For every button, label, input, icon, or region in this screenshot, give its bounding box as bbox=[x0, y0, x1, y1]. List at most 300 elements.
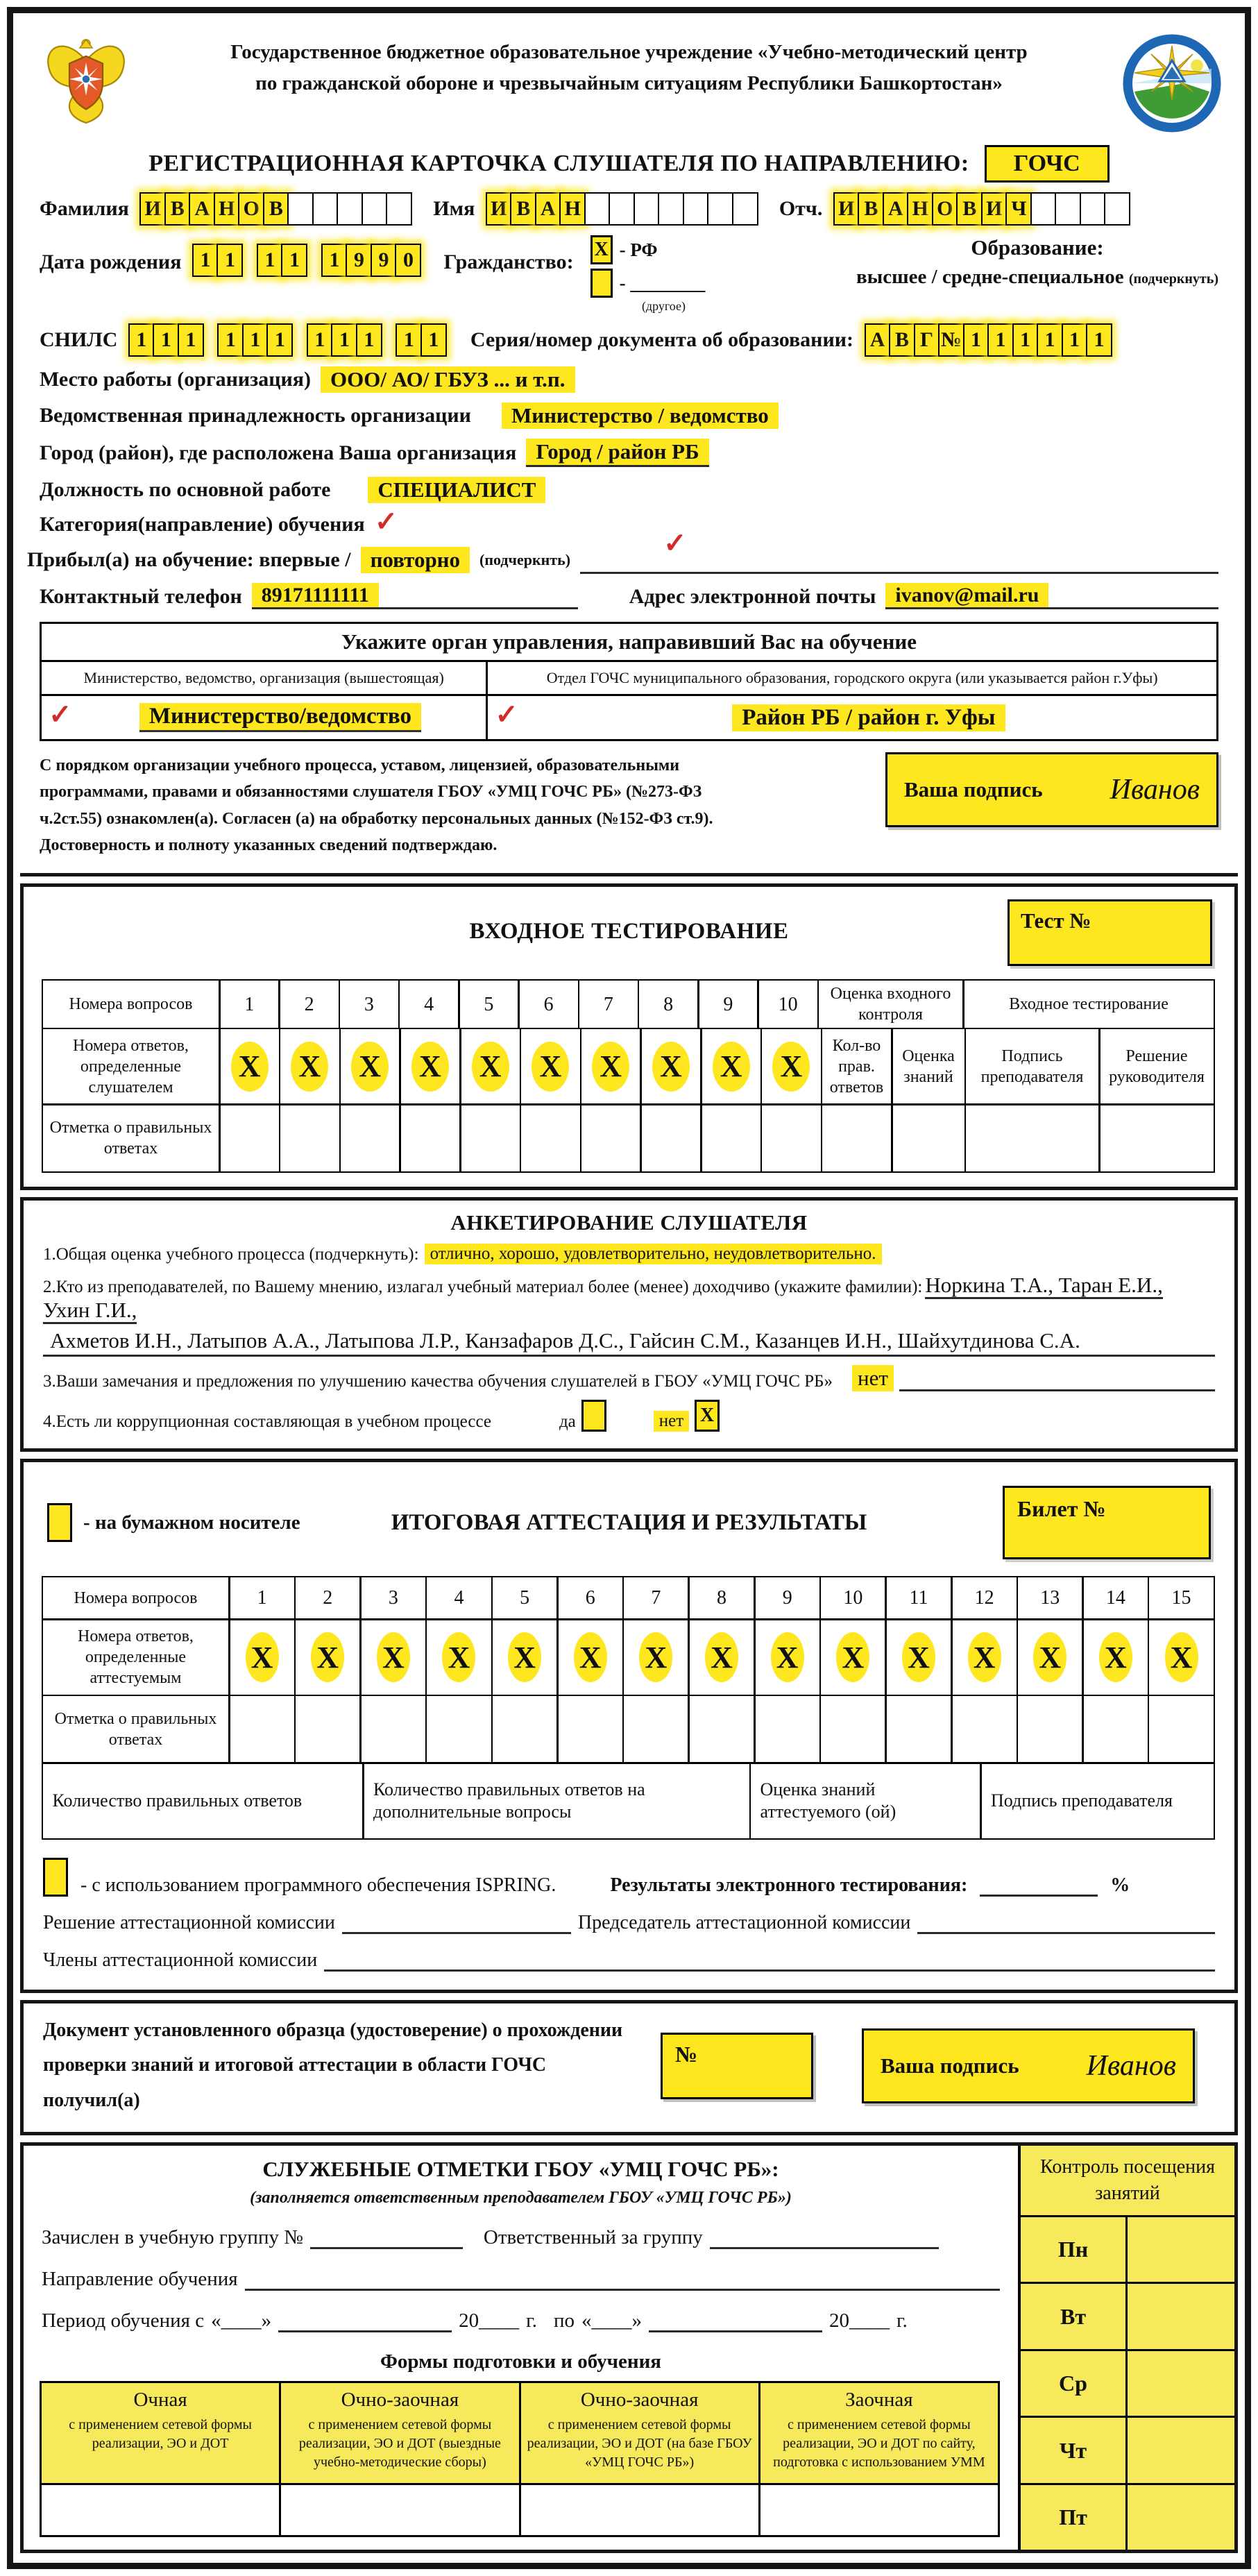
name-cell[interactable]: Н bbox=[559, 192, 586, 226]
final-answer-cell[interactable] bbox=[228, 1618, 296, 1696]
org-name-line1: Государственное бюджетное образовательное учреждение «Учебно-методический центр bbox=[230, 41, 1028, 63]
entry-answer-x: X bbox=[351, 1042, 389, 1092]
patronymic-cell[interactable] bbox=[1080, 192, 1106, 226]
edu-doc-cell[interactable]: 1 bbox=[1086, 323, 1112, 357]
patronymic-cell[interactable]: Н bbox=[907, 192, 933, 226]
test-number-box[interactable] bbox=[1008, 899, 1212, 966]
department-value[interactable]: Министерство / ведомство bbox=[502, 402, 779, 429]
period-close-quote[interactable]: «____» bbox=[581, 2310, 643, 2332]
patronymic-cell[interactable]: А bbox=[883, 192, 909, 226]
signature-box[interactable] bbox=[885, 752, 1218, 827]
phone-label: Контактный телефон bbox=[40, 584, 242, 608]
final-answer-x: X bbox=[442, 1632, 475, 1682]
final-mark-cell[interactable] bbox=[1017, 1695, 1084, 1764]
final-mark-cell[interactable] bbox=[491, 1695, 559, 1764]
authority-col2-header: Отдел ГОЧС муниципального образования, городского округа (или указывается район г.Уфы) bbox=[546, 669, 1158, 686]
etest-results-label: Результаты электронного тестирования: bbox=[610, 1874, 968, 1897]
final-mark-cell[interactable] bbox=[1082, 1695, 1149, 1764]
name-cell[interactable] bbox=[634, 192, 660, 226]
group-number-blank[interactable] bbox=[310, 2226, 463, 2249]
email-label: Адрес электронной почты bbox=[629, 584, 876, 608]
entry-question-number: 2 bbox=[278, 979, 340, 1029]
etest-percent-suffix: % bbox=[1110, 1874, 1130, 1897]
training-form-header bbox=[40, 2381, 281, 2485]
commission-chair-label: Председатель аттестационной комиссии bbox=[577, 1912, 911, 1934]
name-cell[interactable]: И bbox=[486, 192, 512, 226]
email-value: ivanov@mail.ru bbox=[885, 583, 1048, 607]
entry-score-header: Оценка входного контроля bbox=[817, 979, 964, 1029]
edu-doc-cell[interactable]: 1 bbox=[1062, 323, 1088, 357]
surname-cell[interactable] bbox=[337, 192, 363, 226]
attendance-value-cell[interactable] bbox=[1128, 2284, 1234, 2348]
training-form-header bbox=[279, 2381, 520, 2485]
final-answer-cell[interactable] bbox=[1082, 1618, 1149, 1696]
entry-answer-x: X bbox=[772, 1042, 810, 1092]
entry-teacher-sign-label: Подпись преподавателя bbox=[964, 1028, 1100, 1105]
final-answer-cell[interactable] bbox=[819, 1618, 887, 1696]
arrival-value[interactable]: повторно bbox=[361, 547, 470, 573]
arrival-blank-line[interactable]: ✓ bbox=[580, 546, 1218, 574]
authority-col2-cell[interactable]: ✓ Район РБ / район г. Уфы bbox=[488, 696, 1216, 739]
entry-test-panel bbox=[20, 883, 1238, 1191]
period-year2[interactable]: 20____ bbox=[829, 2310, 890, 2332]
authority-title: Укажите орган управления, направивший Вас на обучение bbox=[42, 624, 1216, 662]
entry-question-number: 3 bbox=[339, 979, 400, 1029]
final-answer-cell[interactable] bbox=[1017, 1618, 1084, 1696]
snils-cell[interactable]: 1 bbox=[356, 323, 382, 357]
final-answer-cell[interactable] bbox=[294, 1618, 362, 1696]
email-field[interactable] bbox=[885, 584, 1218, 609]
form-header bbox=[20, 19, 1238, 135]
edu-doc-cell[interactable]: 1 bbox=[1037, 323, 1063, 357]
entry-marks-label: Отметка о правильных ответах bbox=[42, 1103, 221, 1173]
patronymic-cell[interactable] bbox=[1055, 192, 1081, 226]
citizenship-label: Гражданство: bbox=[443, 251, 574, 273]
final-test-table bbox=[43, 1577, 1215, 1840]
final-knowledge-label[interactable]: Оценка знаний аттестуемого (ой) bbox=[749, 1762, 982, 1840]
training-forms-table bbox=[42, 2383, 1000, 2537]
entry-answer-cell[interactable] bbox=[640, 1028, 702, 1105]
surname-label: Фамилия bbox=[40, 197, 129, 220]
final-mark-cell[interactable] bbox=[228, 1695, 296, 1764]
survey-panel bbox=[20, 1197, 1238, 1452]
forms-title: Формы подготовки и обучения bbox=[380, 2350, 661, 2373]
entry-knowledge-cell[interactable] bbox=[891, 1103, 966, 1173]
entry-answer-cell[interactable] bbox=[459, 1028, 521, 1105]
surname-cell[interactable]: А bbox=[189, 192, 215, 226]
patronymic-label: Отч. bbox=[779, 197, 823, 220]
entry-question-number: 10 bbox=[757, 979, 819, 1029]
entry-mark-cell[interactable] bbox=[760, 1103, 822, 1173]
direction-value[interactable]: ГОЧС bbox=[985, 145, 1110, 183]
surname-cell[interactable]: В bbox=[164, 192, 191, 226]
edu-doc-cell[interactable]: В bbox=[889, 323, 915, 357]
position-value[interactable]: СПЕЦИАЛИСТ bbox=[368, 477, 545, 503]
final-answer-cell[interactable] bbox=[754, 1618, 821, 1696]
entry-correct-count-cell[interactable] bbox=[821, 1103, 893, 1173]
entry-questions-label: Номера вопросов bbox=[42, 979, 221, 1029]
birth-year-field bbox=[323, 244, 421, 277]
entry-knowledge-label: Оценка знаний bbox=[891, 1028, 966, 1105]
attendance-value-cell[interactable] bbox=[1128, 2418, 1234, 2482]
commission-chair-blank[interactable] bbox=[917, 1910, 1215, 1934]
phone-field[interactable] bbox=[252, 584, 578, 609]
survey-q4-label: 4.Есть ли коррупционная составляющая в учебном процессе bbox=[43, 1412, 491, 1432]
surname-cell[interactable]: О bbox=[238, 192, 264, 226]
entry-mark-cell[interactable] bbox=[399, 1103, 461, 1173]
surname-cell[interactable]: В bbox=[263, 192, 289, 226]
direction-label: Направление обучения bbox=[42, 2268, 238, 2291]
final-answer-x: X bbox=[574, 1632, 607, 1682]
commission-decision-blank[interactable] bbox=[342, 1910, 571, 1934]
service-title: СЛУЖЕБНЫЕ ОТМЕТКИ ГБОУ «УМЦ ГОЧС РБ»: bbox=[262, 2157, 779, 2182]
entry-mark-cell[interactable] bbox=[279, 1103, 341, 1173]
consent-text: С порядком организации учебного процесса, уставом, лицензией, образовательными программами, правами и обязанностями слушателя ГБОУ «УМЦ ГОЧС РБ» (№273-ФЗ ч.2ст.55) ознакомлен(а). Согласен (а) на обработку персональных данных (№152-ФЗ ст.9). Достоверность и полноту указанных сведений подтверждаю. bbox=[40, 756, 713, 855]
entry-answer-x: X bbox=[652, 1042, 690, 1092]
entry-question-number: 6 bbox=[518, 979, 579, 1029]
final-answer-cell[interactable] bbox=[688, 1618, 755, 1696]
edu-doc-cell[interactable]: 1 bbox=[987, 323, 1014, 357]
attendance-value-cell[interactable] bbox=[1128, 2351, 1234, 2416]
final-mark-cell[interactable] bbox=[1148, 1695, 1215, 1764]
entry-answer-cell[interactable] bbox=[279, 1028, 341, 1105]
patronymic-cell[interactable]: И bbox=[833, 192, 860, 226]
snils-cell[interactable]: 1 bbox=[266, 323, 293, 357]
entry-mark-cell[interactable] bbox=[640, 1103, 702, 1173]
final-mark-cell[interactable] bbox=[622, 1695, 690, 1764]
attendance-table bbox=[1018, 2146, 1234, 2550]
training-form-header bbox=[758, 2381, 1000, 2485]
name-cell[interactable]: В bbox=[510, 192, 536, 226]
edu-doc-cell[interactable]: № bbox=[938, 323, 964, 357]
name-cell[interactable] bbox=[707, 192, 733, 226]
final-answer-cell[interactable] bbox=[556, 1618, 624, 1696]
certificate-number-box[interactable] bbox=[661, 2033, 813, 2099]
snils-cell[interactable]: 1 bbox=[128, 323, 155, 357]
training-form-desc: с применением сетевой формы реализации, ЭО и ДОТ (выездные учебно-методические сборы) bbox=[298, 2417, 501, 2471]
final-answer-cell[interactable] bbox=[359, 1618, 427, 1696]
final-answer-cell[interactable] bbox=[885, 1618, 952, 1696]
training-form-desc: с применением сетевой формы реализации, ЭО и ДОТ по сайту, подготовка с использованием УММ bbox=[773, 2417, 985, 2471]
final-additional-label[interactable]: Количество правильных ответов на дополнительные вопросы bbox=[362, 1762, 751, 1840]
education-label: Образование: bbox=[971, 235, 1104, 260]
surname-cell[interactable]: И bbox=[139, 192, 166, 226]
birth-day-cell[interactable]: 1 bbox=[192, 244, 219, 277]
entry-answer-x: X bbox=[231, 1042, 269, 1092]
attendance-day-label: Вт bbox=[1021, 2284, 1128, 2348]
paper-label: - на бумажном носителе bbox=[83, 1511, 300, 1534]
main-form-panel: Государственное бюджетное образовательное учреждение «Учебно-методический центр по гражданской обороне и чрезвычайным ситуациям Республики Башкортостан» РЕГИСТРАЦИОННАЯ КАРТОЧКА СЛУШАТЕЛЯ ПО НАПРАВЛЕНИЮ: ГОЧС Фамилия И В А Н О В Имя И В А Н Отч. И В А Н О В И Ч Дата рождения 1 1 1 1 1 9 9 0 Гражданство: X - РФ - ________ (другое) Образование: высшее / средне-специальное (подчеркнуть) СНИЛС 1 1 1 1 1 1 1 1 1 1 1 Серия/номер документа об образовании: А В Г № 1 1 1 1 1 1 Место работы (организация) ООО/ АО/ ГБУЗ ... и т.п. Ведомственная принадлежность организации Министерство / ведомство Город (район), где расположена Ваша организация Город / район РБ Должность по основной работе СПЕЦИАЛИСТ Категория(направление) обучения ✓ Прибыл(а) на обучение: впервые / повторно (подчеркнть) ✓ Контактный телефон 89171111111 Адрес электронной почты ivanov@mail.ru Укажите орган управления, направивший Вас на обучение Министерство, ведомство, организация (вышестоящая) Отдел ГОЧС муниципального образования, городского округа (или указывается район г.Уфы) ✓ Министерство/ведомство ✓ Район РБ / район г. Уфы С порядком организации учебного процесса, уставом, лицензией, образовательными программами, правами и обязанностями слушателя ГБОУ «УМЦ ГОЧС РБ» (№273-ФЗ ч.2ст.55) ознакомлен(а). Согласен (а) на обработку персональных данных (№152-ФЗ ст.9). Достоверность и полноту указанных сведений подтверждаю. Ваша подпись Иванов bbox=[20, 19, 1238, 876]
commission-members-label: Члены аттестационной комиссии bbox=[43, 1949, 318, 1972]
patronymic-cell[interactable]: Ч bbox=[1005, 192, 1032, 226]
certificate-panel bbox=[20, 2000, 1238, 2135]
arrival-label: Прибыл(а) на обучение: впервые / bbox=[27, 548, 351, 571]
commission-decision-label: Решение аттестационной комиссии bbox=[43, 1912, 335, 1934]
survey-q3-value[interactable]: нет bbox=[852, 1365, 894, 1391]
snils-label: СНИЛС bbox=[40, 328, 118, 351]
name-cell[interactable]: А bbox=[535, 192, 561, 226]
final-mark-cell[interactable] bbox=[688, 1695, 755, 1764]
entry-question-number: 1 bbox=[219, 979, 280, 1029]
training-form-cell[interactable] bbox=[758, 2483, 1000, 2537]
name-label: Имя bbox=[433, 197, 475, 220]
period-label: Период обучения с bbox=[42, 2310, 205, 2332]
final-title: ИТОГОВАЯ АТТЕСТАЦИЯ И РЕЗУЛЬТАТЫ bbox=[391, 1509, 867, 1535]
name-cell[interactable] bbox=[732, 192, 758, 226]
final-question-number: 7 bbox=[622, 1576, 690, 1620]
org-name-line2: по гражданской обороне и чрезвычайным ситуациям Республики Башкортостан» bbox=[255, 71, 1003, 94]
final-answer-x: X bbox=[902, 1632, 935, 1682]
survey-q2-value-line2[interactable]: Ахметов И.Н., Латыпов А.А., Латыпова Л.Р., Канзафаров Д.С., Гайсин С.М., Казанцев И.Н., Шайхутдинова С.А. bbox=[43, 1327, 1215, 1357]
org-name bbox=[138, 31, 1120, 99]
workplace-value[interactable]: ООО/ АО/ ГБУЗ ... и т.п. bbox=[321, 366, 575, 393]
direction-blank[interactable] bbox=[245, 2267, 1000, 2291]
birth-day-field bbox=[194, 244, 243, 277]
attendance-row bbox=[1021, 2418, 1234, 2484]
surname-cell[interactable]: Н bbox=[214, 192, 240, 226]
final-answer-cell[interactable] bbox=[622, 1618, 690, 1696]
training-form-cell[interactable] bbox=[279, 2483, 520, 2537]
edu-doc-cell[interactable]: А bbox=[865, 323, 891, 357]
patronymic-cell[interactable] bbox=[1030, 192, 1057, 226]
entry-test-table bbox=[43, 981, 1215, 1173]
final-question-number: 14 bbox=[1082, 1576, 1149, 1620]
entry-answer-cell[interactable] bbox=[580, 1028, 642, 1105]
final-answer-x: X bbox=[1165, 1632, 1198, 1682]
survey-q3-label: 3.Ваши замечания и предложения по улучшению качества обучения слушателей в ГБОУ «УМЦ ГОЧС РБ» bbox=[43, 1372, 833, 1391]
final-mark-cell[interactable] bbox=[754, 1695, 821, 1764]
final-correct-label[interactable]: Количество правильных ответов bbox=[42, 1762, 364, 1840]
final-question-number: 12 bbox=[951, 1576, 1018, 1620]
training-form-cell[interactable] bbox=[519, 2483, 760, 2537]
snils-cell[interactable]: 1 bbox=[153, 323, 179, 357]
edu-doc-cell[interactable]: 1 bbox=[1012, 323, 1039, 357]
surname-field bbox=[142, 192, 413, 226]
snils-cell[interactable]: 1 bbox=[396, 323, 422, 357]
position-label: Должность по основной работе bbox=[40, 478, 331, 501]
citizenship-other-checkbox[interactable] bbox=[590, 269, 613, 298]
entry-head-decision-cell[interactable] bbox=[1098, 1103, 1215, 1173]
entry-head-decision-label: Решение руководителя bbox=[1098, 1028, 1215, 1105]
certificate-number-label: № bbox=[675, 2041, 698, 2067]
final-question-number: 3 bbox=[359, 1576, 427, 1620]
birth-month-cell[interactable]: 1 bbox=[281, 244, 307, 277]
entry-mark-cell[interactable] bbox=[580, 1103, 642, 1173]
final-mark-cell[interactable] bbox=[885, 1695, 952, 1764]
training-form-name: Очная bbox=[133, 2389, 187, 2412]
entry-answers-label: Номера ответов, определенные слушателем bbox=[42, 1028, 221, 1105]
edu-doc-cell[interactable]: Г bbox=[914, 323, 940, 357]
birth-year-cell[interactable]: 0 bbox=[395, 244, 421, 277]
final-answer-x: X bbox=[771, 1632, 804, 1682]
final-answer-cell[interactable] bbox=[425, 1618, 493, 1696]
birth-year-cell[interactable]: 9 bbox=[346, 244, 372, 277]
surname-cell[interactable] bbox=[362, 192, 388, 226]
certificate-signature-box[interactable] bbox=[862, 2028, 1195, 2103]
service-marks-panel bbox=[20, 2142, 1238, 2553]
entry-answer-x: X bbox=[532, 1042, 569, 1092]
snils-group2 bbox=[219, 323, 294, 357]
snils-cell[interactable]: 1 bbox=[420, 323, 447, 357]
ispring-checkbox[interactable] bbox=[43, 1858, 68, 1897]
authority-col2-value: Район РБ / район г. Уфы bbox=[732, 704, 1005, 731]
period-year1[interactable]: 20____ bbox=[459, 2310, 520, 2332]
patronymic-cell[interactable]: О bbox=[932, 192, 958, 226]
final-questions-label: Номера вопросов bbox=[42, 1576, 230, 1620]
survey-q4-no-label: нет bbox=[654, 1411, 689, 1432]
citizenship-rf-checkbox[interactable]: X bbox=[590, 235, 613, 264]
commission-members-blank[interactable] bbox=[324, 1948, 1215, 1972]
workplace-label: Место работы (организация) bbox=[40, 368, 312, 391]
snils-cell[interactable]: 1 bbox=[331, 323, 357, 357]
responsible-blank[interactable] bbox=[710, 2226, 939, 2249]
final-answer-x: X bbox=[836, 1632, 869, 1682]
patronymic-cell[interactable]: В bbox=[858, 192, 884, 226]
survey-q2-label: 2.Кто из преподавателей, по Вашему мнению, излагал учебный материал более (менее) доходчиво (укажите фамилии): bbox=[43, 1278, 923, 1297]
snils-cell[interactable]: 1 bbox=[307, 323, 333, 357]
name-cell[interactable] bbox=[609, 192, 635, 226]
survey-q4-no-checkbox[interactable]: X bbox=[695, 1400, 720, 1432]
final-answer-cell[interactable] bbox=[951, 1618, 1018, 1696]
surname-cell[interactable] bbox=[312, 192, 339, 226]
test-number-label: Тест № bbox=[1021, 908, 1091, 933]
final-mark-cell[interactable] bbox=[556, 1695, 624, 1764]
final-answer-cell[interactable] bbox=[491, 1618, 559, 1696]
education-options[interactable]: высшее / средне-специальное bbox=[856, 266, 1124, 288]
birth-year-cell[interactable]: 9 bbox=[371, 244, 397, 277]
edu-doc-field bbox=[866, 323, 1112, 357]
period-month2-blank[interactable] bbox=[649, 2309, 822, 2332]
final-question-number: 4 bbox=[425, 1576, 493, 1620]
final-question-number: 2 bbox=[294, 1576, 362, 1620]
training-form-cell[interactable] bbox=[40, 2483, 281, 2537]
education-note: (подчеркнуть) bbox=[1128, 271, 1218, 287]
final-attestation-panel bbox=[20, 1459, 1238, 1993]
final-answer-x: X bbox=[639, 1632, 672, 1682]
birth-year-cell[interactable]: 1 bbox=[321, 244, 348, 277]
final-answer-x: X bbox=[246, 1632, 279, 1682]
citizenship-other-label: - ________ bbox=[619, 272, 706, 294]
entry-answer-cell[interactable] bbox=[339, 1028, 401, 1105]
final-answer-x: X bbox=[705, 1632, 738, 1682]
department-label: Ведомственная принадлежность организации bbox=[40, 404, 471, 427]
signature-value: Иванов bbox=[1110, 774, 1200, 806]
name-cell[interactable] bbox=[584, 192, 611, 226]
final-answer-cell[interactable] bbox=[1148, 1618, 1215, 1696]
citizenship-other-note: (другое) bbox=[641, 299, 686, 313]
snils-cell[interactable]: 1 bbox=[178, 323, 204, 357]
category-label: Категория(направление) обучения bbox=[40, 513, 365, 536]
entry-question-number: 5 bbox=[458, 979, 520, 1029]
entry-mark-cell[interactable] bbox=[339, 1103, 401, 1173]
surname-cell[interactable] bbox=[386, 192, 412, 226]
entry-answer-cell[interactable] bbox=[219, 1028, 280, 1105]
city-value[interactable]: Город / район РБ bbox=[526, 439, 708, 467]
survey-q4-yes-checkbox[interactable] bbox=[581, 1400, 606, 1432]
training-form-desc: с применением сетевой формы реализации, ЭО и ДОТ (на базе ГБОУ «УМЦ ГОЧС РБ») bbox=[527, 2417, 752, 2471]
entry-answer-cell[interactable] bbox=[760, 1028, 822, 1105]
city-label: Город (район), где расположена Ваша организация bbox=[40, 441, 517, 464]
survey-q1-value[interactable]: отлично, хорошо, удовлетворительно, неудовлетворительно. bbox=[425, 1244, 882, 1264]
final-question-number: 8 bbox=[688, 1576, 755, 1620]
name-cell[interactable] bbox=[683, 192, 709, 226]
ticket-number-box[interactable] bbox=[1003, 1486, 1211, 1559]
period-month1-blank[interactable] bbox=[278, 2309, 452, 2332]
patronymic-cell[interactable] bbox=[1104, 192, 1130, 226]
attendance-row bbox=[1021, 2284, 1234, 2350]
final-mark-cell[interactable] bbox=[819, 1695, 887, 1764]
name-cell[interactable] bbox=[658, 192, 684, 226]
entry-question-number: 7 bbox=[578, 979, 640, 1029]
attendance-row bbox=[1021, 2351, 1234, 2418]
snils-cell[interactable]: 1 bbox=[242, 323, 269, 357]
certificate-signature-value: Иванов bbox=[1086, 2049, 1176, 2082]
edu-doc-cell[interactable]: 1 bbox=[963, 323, 989, 357]
training-form-name: Очно-заочная bbox=[341, 2389, 459, 2412]
entry-answer-x: X bbox=[713, 1042, 750, 1092]
patronymic-cell[interactable]: И bbox=[981, 192, 1008, 226]
attendance-day-label: Чт bbox=[1021, 2418, 1128, 2482]
final-answer-x: X bbox=[377, 1632, 410, 1682]
entry-question-number: 4 bbox=[398, 979, 460, 1029]
birth-day-cell[interactable]: 1 bbox=[216, 244, 243, 277]
final-mark-cell[interactable] bbox=[294, 1695, 362, 1764]
arrival-note: (подчеркнть) bbox=[479, 551, 571, 568]
final-question-number: 13 bbox=[1017, 1576, 1084, 1620]
final-answer-x: X bbox=[968, 1632, 1001, 1682]
training-form-name: Очно-заочная bbox=[580, 2389, 699, 2412]
entry-teacher-sign-cell[interactable] bbox=[964, 1103, 1100, 1173]
entry-question-number: 8 bbox=[638, 979, 699, 1029]
entry-answer-x: X bbox=[411, 1042, 449, 1092]
mchs-emblem-icon bbox=[34, 31, 138, 135]
registration-card bbox=[7, 7, 1251, 2569]
final-question-number: 6 bbox=[556, 1576, 624, 1620]
attendance-day-label: Пн bbox=[1021, 2217, 1128, 2282]
final-mark-cell[interactable] bbox=[951, 1695, 1018, 1764]
entry-mark-cell[interactable] bbox=[700, 1103, 762, 1173]
final-teacher-sign-label[interactable]: Подпись преподавателя bbox=[980, 1762, 1215, 1840]
entry-answer-cell[interactable] bbox=[700, 1028, 762, 1105]
birth-month-cell[interactable]: 1 bbox=[257, 244, 283, 277]
snils-group4 bbox=[398, 323, 447, 357]
final-mark-cell[interactable] bbox=[359, 1695, 427, 1764]
survey-q2-value-line1[interactable]: Норкина Т.А., Таран Е.И., Ухин Г.И., bbox=[43, 1273, 1163, 1324]
attendance-value-cell[interactable] bbox=[1128, 2485, 1234, 2550]
entry-mark-cell[interactable] bbox=[520, 1103, 581, 1173]
authority-col1-value: Министерство/ведомство bbox=[139, 703, 421, 732]
survey-q3-blank-line[interactable] bbox=[899, 1378, 1215, 1391]
period-open-quote[interactable]: «____» bbox=[211, 2310, 272, 2332]
entry-mark-cell[interactable] bbox=[459, 1103, 521, 1173]
attendance-day-label: Ср bbox=[1021, 2351, 1128, 2416]
entry-mark-cell[interactable] bbox=[219, 1103, 280, 1173]
entry-answer-x: X bbox=[472, 1042, 509, 1092]
authority-col1-cell[interactable]: ✓ Министерство/ведомство bbox=[42, 696, 488, 739]
final-question-number: 5 bbox=[491, 1576, 559, 1620]
etest-results-blank[interactable] bbox=[980, 1873, 1098, 1897]
snils-cell[interactable]: 1 bbox=[217, 323, 244, 357]
surname-cell[interactable] bbox=[287, 192, 314, 226]
entry-answer-cell[interactable] bbox=[520, 1028, 581, 1105]
attendance-value-cell[interactable] bbox=[1128, 2217, 1234, 2282]
entry-answer-cell[interactable] bbox=[399, 1028, 461, 1105]
certificate-signature-label: Ваша подпись bbox=[881, 2053, 1019, 2078]
final-mark-cell[interactable] bbox=[425, 1695, 493, 1764]
responsible-label: Ответственный за группу bbox=[483, 2226, 703, 2249]
name-field bbox=[487, 192, 758, 226]
patronymic-cell[interactable]: В bbox=[956, 192, 983, 226]
